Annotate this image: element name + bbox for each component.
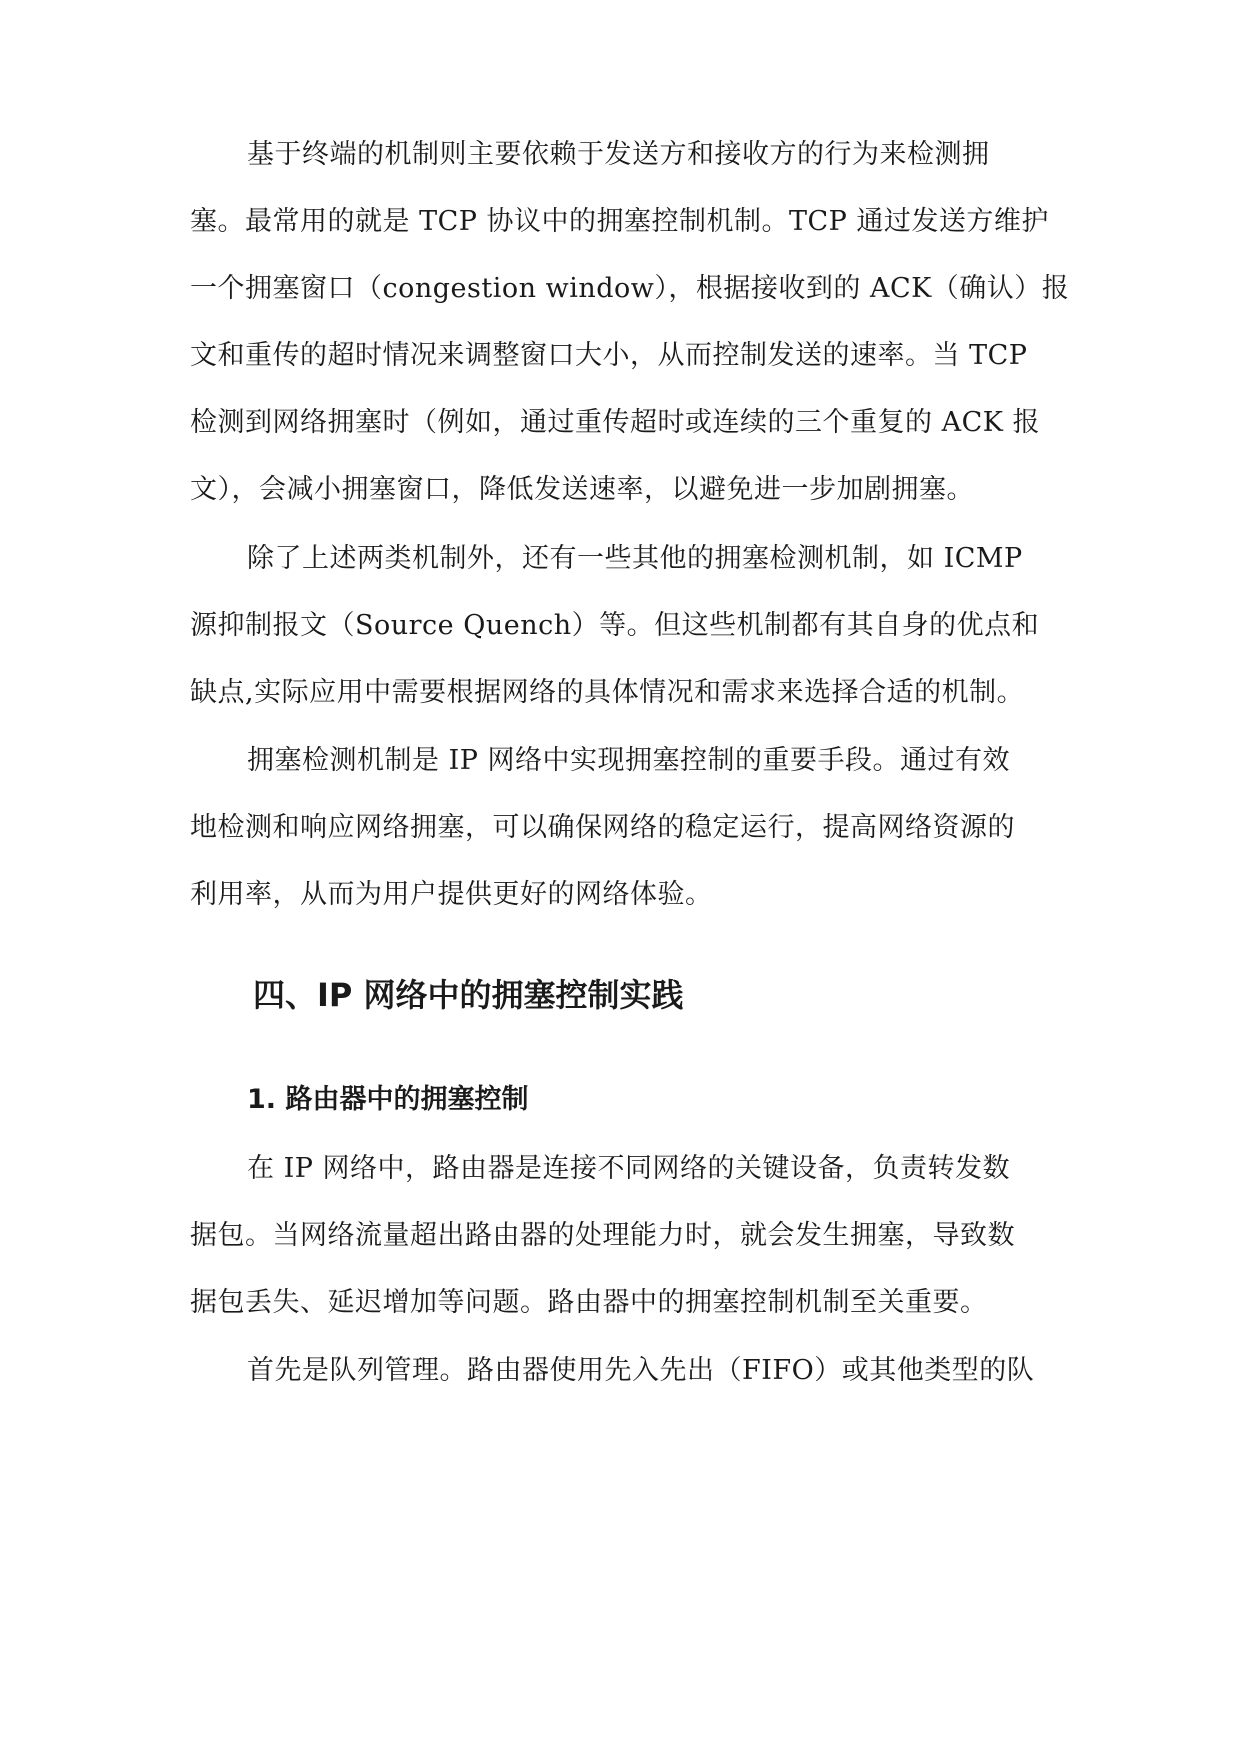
paragraph-line: 据包。当网络流量超出路由器的处理能力时，就会发生拥塞，导致数 bbox=[190, 1220, 1015, 1251]
paragraph-line: 文），会减小拥塞窗口，降低发送速率，以避免进一步加剧拥塞。 bbox=[190, 474, 974, 505]
paragraph-line: 源抑制报文（Source Quench）等。但这些机制都有其自身的优点和 bbox=[190, 610, 1040, 641]
paragraph-line: 检测到网络拥塞时（例如，通过重传超时或连续的三个重复的 ACK 报 bbox=[190, 407, 1040, 438]
subsection-heading: 1. 路由器中的拥塞控制 bbox=[247, 1084, 529, 1115]
paragraph-line: 拥塞检测机制是 IP 网络中实现拥塞控制的重要手段。通过有效 bbox=[247, 745, 1010, 776]
paragraph-line: 一个拥塞窗口（congestion window），根据接收到的 ACK（确认）报 bbox=[190, 273, 1070, 304]
paragraph-line: 在 IP 网络中，路由器是连接不同网络的关键设备，负责转发数 bbox=[247, 1153, 1010, 1184]
paragraph-line: 首先是队列管理。路由器使用先入先出（FIFO）或其他类型的队 bbox=[247, 1355, 1035, 1386]
paragraph-line: 缺点,实际应用中需要根据网络的具体情况和需求来选择合适的机制。 bbox=[190, 677, 1025, 708]
section-heading: 四、IP 网络中的拥塞控制实践 bbox=[253, 976, 684, 1014]
paragraph-line: 塞。最常用的就是 TCP 协议中的拥塞控制机制。TCP 通过发送方维护 bbox=[190, 206, 1049, 237]
paragraph-line: 文和重传的超时情况来调整窗口大小，从而控制发送的速率。当 TCP bbox=[190, 340, 1028, 371]
paragraph-line: 利用率，从而为用户提供更好的网络体验。 bbox=[190, 879, 713, 910]
paragraph-line: 基于终端的机制则主要依赖于发送方和接收方的行为来检测拥 bbox=[247, 139, 990, 170]
paragraph-line: 据包丢失、延迟增加等问题。路由器中的拥塞控制机制至关重要。 bbox=[190, 1287, 988, 1318]
paragraph-line: 除了上述两类机制外，还有一些其他的拥塞检测机制，如 ICMP bbox=[247, 543, 1023, 574]
paragraph-line: 地检测和响应网络拥塞，可以确保网络的稳定运行，提高网络资源的 bbox=[190, 812, 1015, 843]
